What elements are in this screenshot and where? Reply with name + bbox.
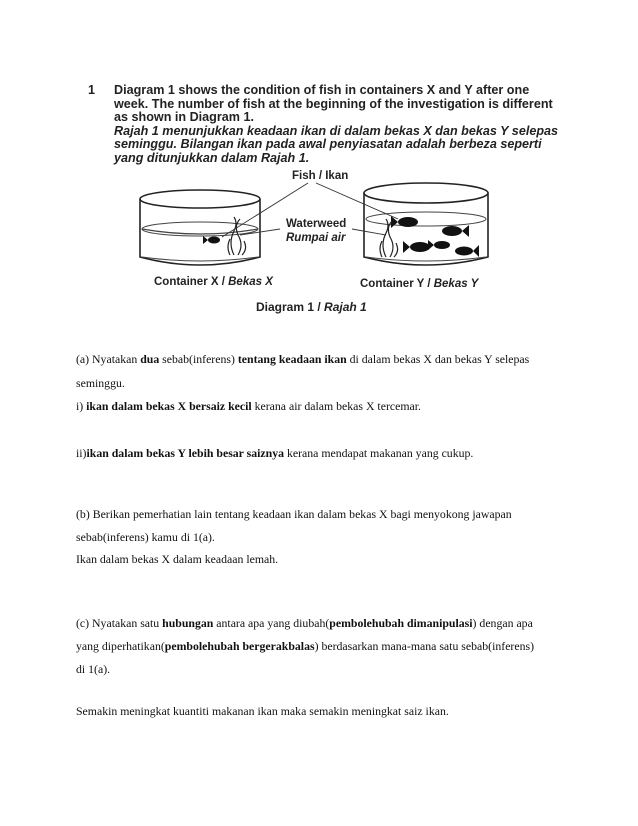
part-b-answer: Ikan dalam bekas X dalam keadaan lemah. bbox=[76, 552, 279, 566]
part-c-answer: Semakin meningkat kuantiti makanan ikan maka semakin meningkat saiz ikan. bbox=[76, 704, 449, 718]
container-x bbox=[140, 190, 260, 265]
part-c-question-line2: yang diperhatikan(pembolehubah bergerakbalas) berdasarkan mana-mana satu sebab(inferens) bbox=[76, 639, 535, 653]
part-a-answer-2: ii)ikan dalam bekas Y lebih besar saiznya kerana mendapat makanan yang cukup. bbox=[76, 446, 474, 460]
container-x-label: Container X / Bekas X bbox=[154, 276, 273, 288]
fish-icon bbox=[203, 236, 220, 244]
question-text-english: Diagram 1 shows the condition of fish in containers X and Y after one week. The number of fish at the beginning of the investigation is different as shown in Diagram 1. bbox=[114, 83, 553, 125]
part-a-answer-1: i) ikan dalam bekas X bersaiz kecil kerana air dalam bekas X tercemar. bbox=[76, 399, 421, 413]
question-text-malay: Rajah 1 menunjukkan keadaan ikan di dalam bekas X dan bekas Y selepas seminggu. Bilangan ikan pada awal penyiasatan adalah berbeza seperti yang ditunjukkan dalam Rajah 1. bbox=[114, 123, 559, 165]
waterweed-label-en: Waterweed bbox=[286, 218, 347, 230]
part-a-question-line1: (a) Nyatakan dua sebab(inferens) tentang keadaan ikan di dalam bekas X dan bekas Y selepas bbox=[76, 352, 530, 366]
waterweed-label-ms: Rumpai air bbox=[286, 232, 346, 244]
fish-label: Fish / Ikan bbox=[292, 170, 349, 182]
diagram-caption: Diagram 1 / Rajah 1 bbox=[256, 300, 367, 314]
diagram-1 bbox=[130, 165, 510, 325]
part-c-question-line1: (c) Nyatakan satu hubungan antara apa yang diubah(pembolehubah dimanipulasi) dengan apa bbox=[76, 616, 533, 630]
part-b-question-line1: (b) Berikan pemerhatian lain tentang keadaan ikan dalam bekas X bagi menyokong jawapan bbox=[76, 507, 512, 521]
container-y-label: Container Y / Bekas Y bbox=[360, 278, 479, 290]
part-c-question-line3: di 1(a). bbox=[76, 662, 111, 676]
question-number: 1 bbox=[88, 83, 96, 97]
part-b-question-line2: sebab(inferens) kamu di 1(a). bbox=[76, 530, 215, 544]
fish-icon bbox=[391, 216, 479, 257]
question-header bbox=[88, 83, 562, 166]
part-a-question-line2: seminggu. bbox=[76, 376, 125, 390]
